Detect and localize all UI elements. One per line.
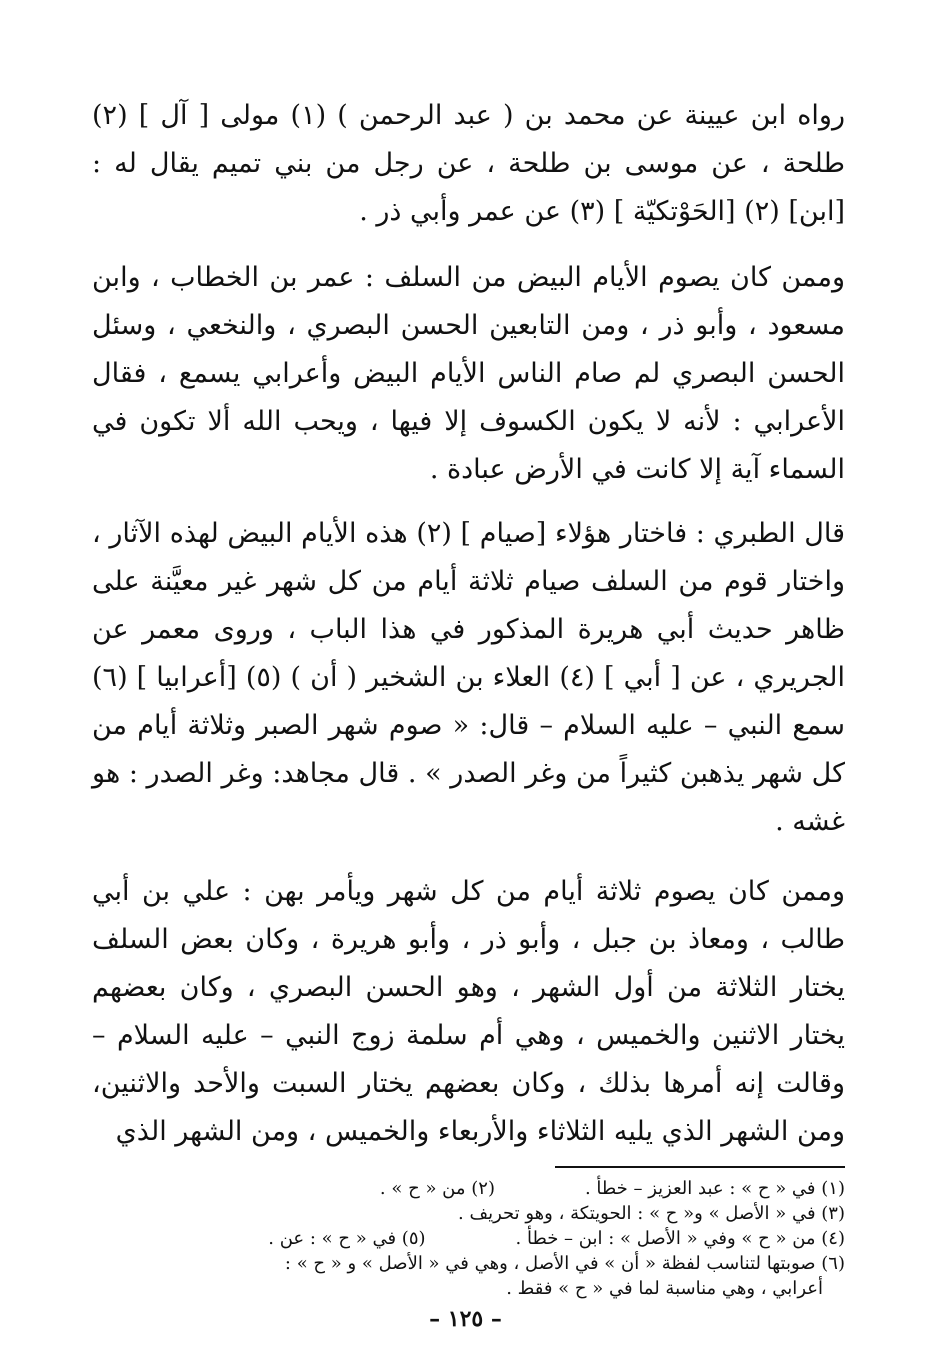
footnote-divider (555, 1166, 845, 1168)
footnote-row-5 (92, 1276, 845, 1301)
footnote-row-3 (92, 1226, 845, 1251)
footnote-row-4 (92, 1251, 845, 1276)
footnote-5: (٥) في « ح » : عن . (268, 1228, 426, 1249)
footnote-6-continuation: أعرابي ، وهي مناسبة لما في « ح » فقط . (506, 1278, 823, 1299)
footnote-4: (٤) من « ح » وفي « الأصل » : ابن – خطأ . (515, 1228, 845, 1249)
paragraph-2: وممن كان يصوم الأيام البيض من السلف : عمر بن الخطاب ، وابن مسعود ، وأبو ذر ، ومن التابعين الحسن البصري ، والنخعي ، وسئل الحسن البصري لم صام الناس الأيام البيض وأعرابي يسمع ، فقال الأعرابي : لأنه لا يكون الكسوف إلا فيها ، ويحب الله ألا تكون في السماء آية إلا كانت في الأرض عبادة . (92, 262, 845, 485)
footnotes (92, 1176, 845, 1301)
footnote-3: (٣) في « الأصل » و« ح » : الحويتكة ، وهو تحريف . (458, 1203, 845, 1224)
footnote-6: (٦) صوبتها لتناسب لفظة « أن » في الأصل ، وهي في « الأصل » و « ح » : (284, 1253, 845, 1274)
footnote-row-2 (92, 1201, 845, 1226)
paragraph-4: وممن كان يصوم ثلاثة أيام من كل شهر ويأمر بهن : علي بن أبي طالب ، ومعاذ بن جبل ، وأبو ذر ، وأبو هريرة ، وكان بعض السلف يختار الثلاثة من أول الشهر ، وهو الحسن البصري ، وكان بعضهم يختار الاثنين والخميس ، وهي أم سلمة زوج النبي – عليه السلام – وقالت إنه أمرها بذلك ، وكان بعضهم يختار السبت والأحد والاثنين، ومن الشهر الذي يليه الثلاثاء والأربعاء والخميس ، ومن الشهر الذي (92, 876, 846, 1147)
footnote-row-1 (92, 1176, 845, 1201)
footnote-2: (٢) من « ح » . (379, 1178, 495, 1199)
page-number: – ١٢٥ – (429, 1306, 502, 1332)
footnote-1: (١) في « ح » : عبد العزيز – خطأ . (584, 1178, 845, 1199)
paragraph-1: رواه ابن عيينة عن محمد بن ( عبد الرحمن ) (١) مولى [ آل ] (٢) طلحة ، عن موسى بن طلحة ، عن رجل من بني تميم يقال له : [ابن] (٢) [الحَوْتكيّة ] (٣) عن عمر وأبي ذر . (92, 100, 846, 227)
paragraph-3: قال الطبري : فاختار هؤلاء [صيام ] (٢) هذه الأيام البيض لهذه الآثار ، واختار قوم من السلف صيام ثلاثة أيام من كل شهر غير معيَّنة على ظاهر حديث أبي هريرة المذكور في هذا الباب ، وروى معمر عن الجريري ، عن [ أبي ] (٤) العلاء بن الشخير ( أن ) (٥) [أعرابيا ] (٦) سمع النبي – عليه السلام – قال: « صوم شهر الصبر وثلاثة أيام من كل شهر يذهبن كثيراً من وغر الصدر » . قال مجاهد: وغر الصدر : هو غشه . (92, 518, 845, 837)
